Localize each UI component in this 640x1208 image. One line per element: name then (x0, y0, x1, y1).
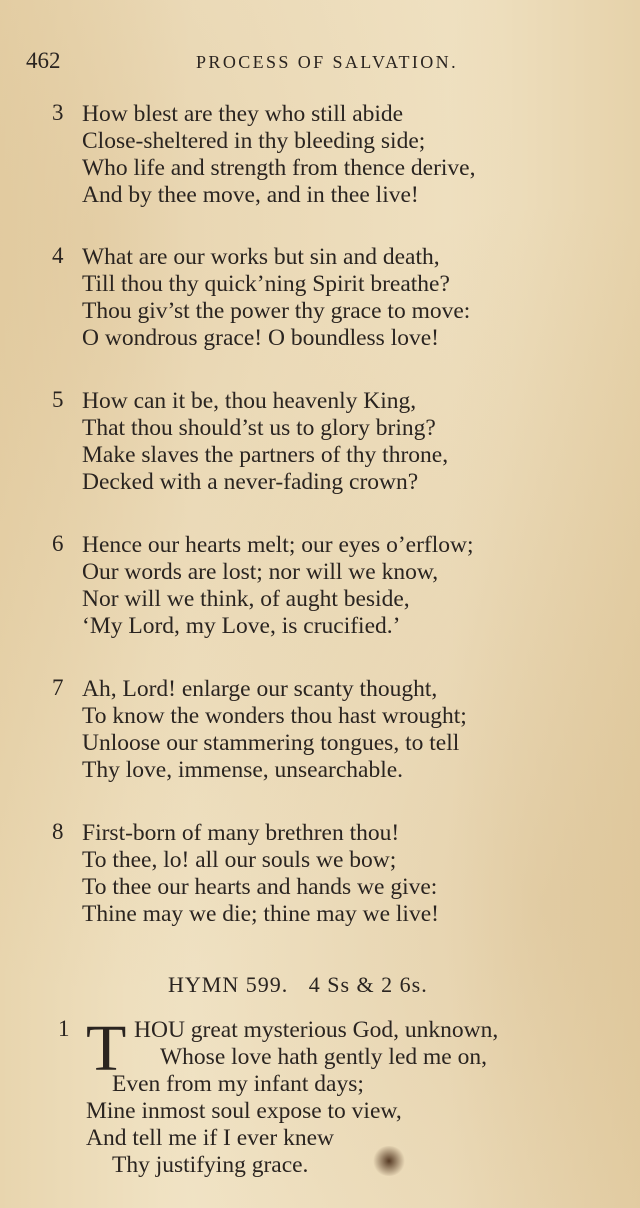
verse-line: That thou should’st us to glory bring? (82, 415, 436, 441)
stanza-number: 1 (58, 1016, 70, 1041)
verse-line: Unloose our stammering tongues, to tell (82, 730, 460, 756)
verse-line: Till thou thy quick’ning Spirit breathe? (82, 271, 450, 297)
verse-line: Decked with a never-fading crown? (82, 469, 419, 495)
verse-line: To thee, lo! all our souls we bow; (82, 847, 397, 873)
verse-line: Thy justifying grace. (112, 1152, 309, 1178)
stanza-number: 4 (52, 243, 64, 268)
stanza-number: 6 (52, 531, 64, 556)
verse-line: HOU great mysterious God, unknown, (134, 1017, 499, 1043)
verse-line: Even from my infant days; (112, 1071, 364, 1097)
verse-line: First-born of many brethren thou! (82, 820, 400, 846)
verse-line: O wondrous grace! O boundless love! (82, 325, 439, 351)
drop-cap: T (86, 1012, 127, 1085)
verse-line: Thy love, immense, unsearchable. (82, 757, 404, 783)
verse-line: ‘My Lord, my Love, is crucified.’ (82, 613, 401, 639)
hymn-heading (168, 972, 442, 998)
stanza-number: 7 (52, 675, 64, 700)
verse-line: Whose love hath gently led me on, (160, 1044, 487, 1070)
stanza-number: 3 (52, 100, 64, 125)
verse-line: Who life and strength from thence derive, (82, 155, 476, 181)
verse-line: To know the wonders thou hast wrought; (82, 703, 467, 729)
verse-line: How blest are they who still abide (82, 101, 404, 127)
verse-line: Thine may we die; thine may we live! (82, 901, 439, 927)
verse-line: And by thee move, and in thee live! (82, 182, 419, 208)
hymn-meter: 4 Ss & 2 6s. (308, 972, 428, 997)
verse-line: Ah, Lord! enlarge our scanty thought, (82, 676, 438, 702)
verse-line: How can it be, thou heavenly King, (82, 388, 417, 414)
ink-stain (372, 1146, 406, 1176)
verse-line: And tell me if I ever knew (86, 1125, 334, 1151)
verse-line: Close-sheltered in thy bleeding side; (82, 128, 426, 154)
verse-line: Mine inmost soul expose to view, (86, 1098, 402, 1124)
verse-line: What are our works but sin and death, (82, 244, 440, 270)
stanza-number: 8 (52, 819, 64, 844)
hymn-title: HYMN 599. (168, 972, 289, 997)
verse-line: Thou giv’st the power thy grace to move: (82, 298, 471, 324)
stanza-number: 5 (52, 387, 64, 412)
page-number: 462 (26, 48, 61, 73)
verse-line: Hence our hearts melt; our eyes o’erflow; (82, 532, 474, 558)
running-head: PROCESS OF SALVATION. (196, 52, 458, 72)
verse-line: To thee our hearts and hands we give: (82, 874, 438, 900)
verse-line: Nor will we think, of aught beside, (82, 586, 410, 612)
page-header (26, 48, 616, 78)
verse-line: Make slaves the partners of thy throne, (82, 442, 449, 468)
verse-line: Our words are lost; nor will we know, (82, 559, 439, 585)
